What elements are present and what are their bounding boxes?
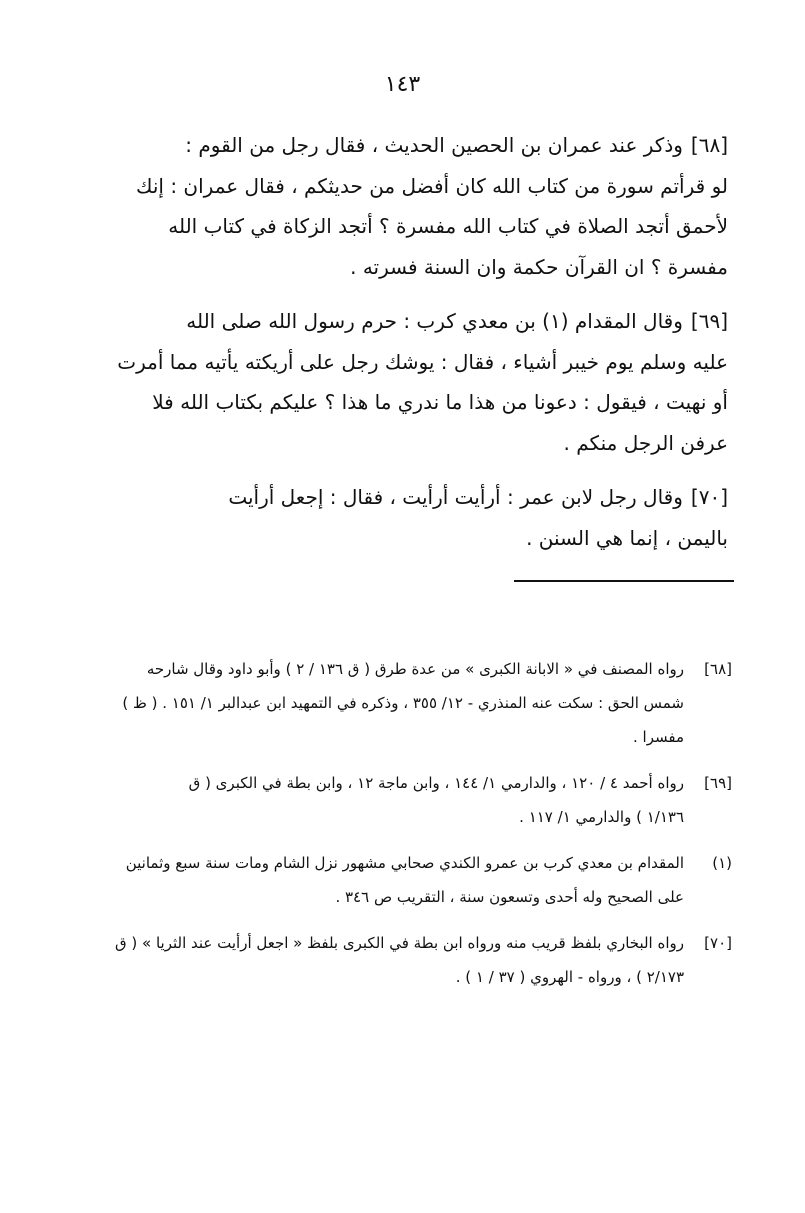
page-number: ١٤٣ xyxy=(384,72,421,97)
footnote-divider xyxy=(514,580,734,582)
paragraph-68 xyxy=(88,125,728,287)
paragraph-line: وذكر عند عمران بن الحصين الحديث ، فقال رجل من القوم : xyxy=(185,133,683,157)
paragraph-69 xyxy=(88,301,728,463)
footnote-line: رواه أحمد ٤ / ١٢٠ ، والدارمي ١/ ١٤٤ ، وابن ماجة ١٢ ، وابن بطة في الكبرى ( ق xyxy=(188,774,684,792)
paragraph-number: [٧٠] xyxy=(690,485,728,509)
paragraph-70 xyxy=(88,477,728,558)
paragraph-line: عليه وسلم يوم خيبر أشياء ، فقال : يوشك رجل على أريكته يأتيه مما أمرت xyxy=(117,349,728,374)
paragraph-number: [٦٨] xyxy=(690,133,728,157)
footnote-line: ١/١٣٦ ) والدارمي ١/ ١١٧ . xyxy=(519,808,684,826)
paragraph-line: مفسرة ؟ ان القرآن حكمة وان السنة فسرته . xyxy=(350,254,728,279)
paragraph-line: باليمن ، إنما هي السنن . xyxy=(526,525,728,550)
footnote-line: على الصحيح وله أحدى وتسعون سنة ، التقريب ص ٣٤٦ . xyxy=(335,888,684,906)
footnote-number: [٦٩] xyxy=(704,774,732,792)
paragraph-number: [٦٩] xyxy=(690,309,728,333)
footnotes xyxy=(86,652,732,1006)
paragraph-line: أو نهيت ، فيقول : دعونا من هذا ما ندري ما هذا ؟ عليكم بكتاب الله فلا xyxy=(152,390,728,414)
footnote-69 xyxy=(86,766,732,834)
paragraph-line: لو قرأتم سورة من كتاب الله كان أفضل من حديثكم ، فقال عمران : إنك xyxy=(135,173,728,198)
paragraph-line: وقال رجل لابن عمر : أرأيت أرأيت ، فقال : إجعل أرأيت xyxy=(228,485,683,509)
footnote-70 xyxy=(86,926,732,994)
footnote-number: [٦٨] xyxy=(704,660,732,678)
footnote-line: مفسرا . xyxy=(633,728,684,746)
main-text xyxy=(88,125,728,572)
footnote-line: رواه البخاري بلفظ قريب منه ورواه ابن بطة في الكبرى بلفظ « اجعل أرأيت عند الثريا » ( ق xyxy=(114,934,684,952)
footnote-1 xyxy=(86,846,732,914)
paragraph-line: عرفن الرجل منكم . xyxy=(563,430,728,455)
paragraph-line: وقال المقدام (١) بن معدي كرب : حرم رسول الله صلى الله xyxy=(186,309,683,333)
footnote-line: ٢/١٧٣ ) ، ورواه - الهروي ( ٣٧ / ١ ) . xyxy=(455,968,684,986)
paragraph-line: لأحمق أتجد الصلاة في كتاب الله مفسرة ؟ أتجد الزكاة في كتاب الله xyxy=(168,214,728,238)
footnote-line: المقدام بن معدي كرب بن عمرو الكندي صحابي مشهور نزل الشام ومات سنة سبع وثمانين xyxy=(125,854,684,872)
footnote-line: شمس الحق : سكت عنه المنذري - ١٢/ ٣٥٥ ، وذكره في التمهيد ابن عبدالبر ١/ ١٥١ . ( ظ ) xyxy=(122,694,684,712)
footnote-line: رواه المصنف في « الابانة الكبرى » من عدة طرق ( ق ١٣٦ / ٢ ) وأبو داود وقال شارحه xyxy=(146,660,684,678)
footnote-number: (١) xyxy=(712,854,732,872)
footnote-68 xyxy=(86,652,732,754)
footnote-number: [٧٠] xyxy=(704,934,732,952)
